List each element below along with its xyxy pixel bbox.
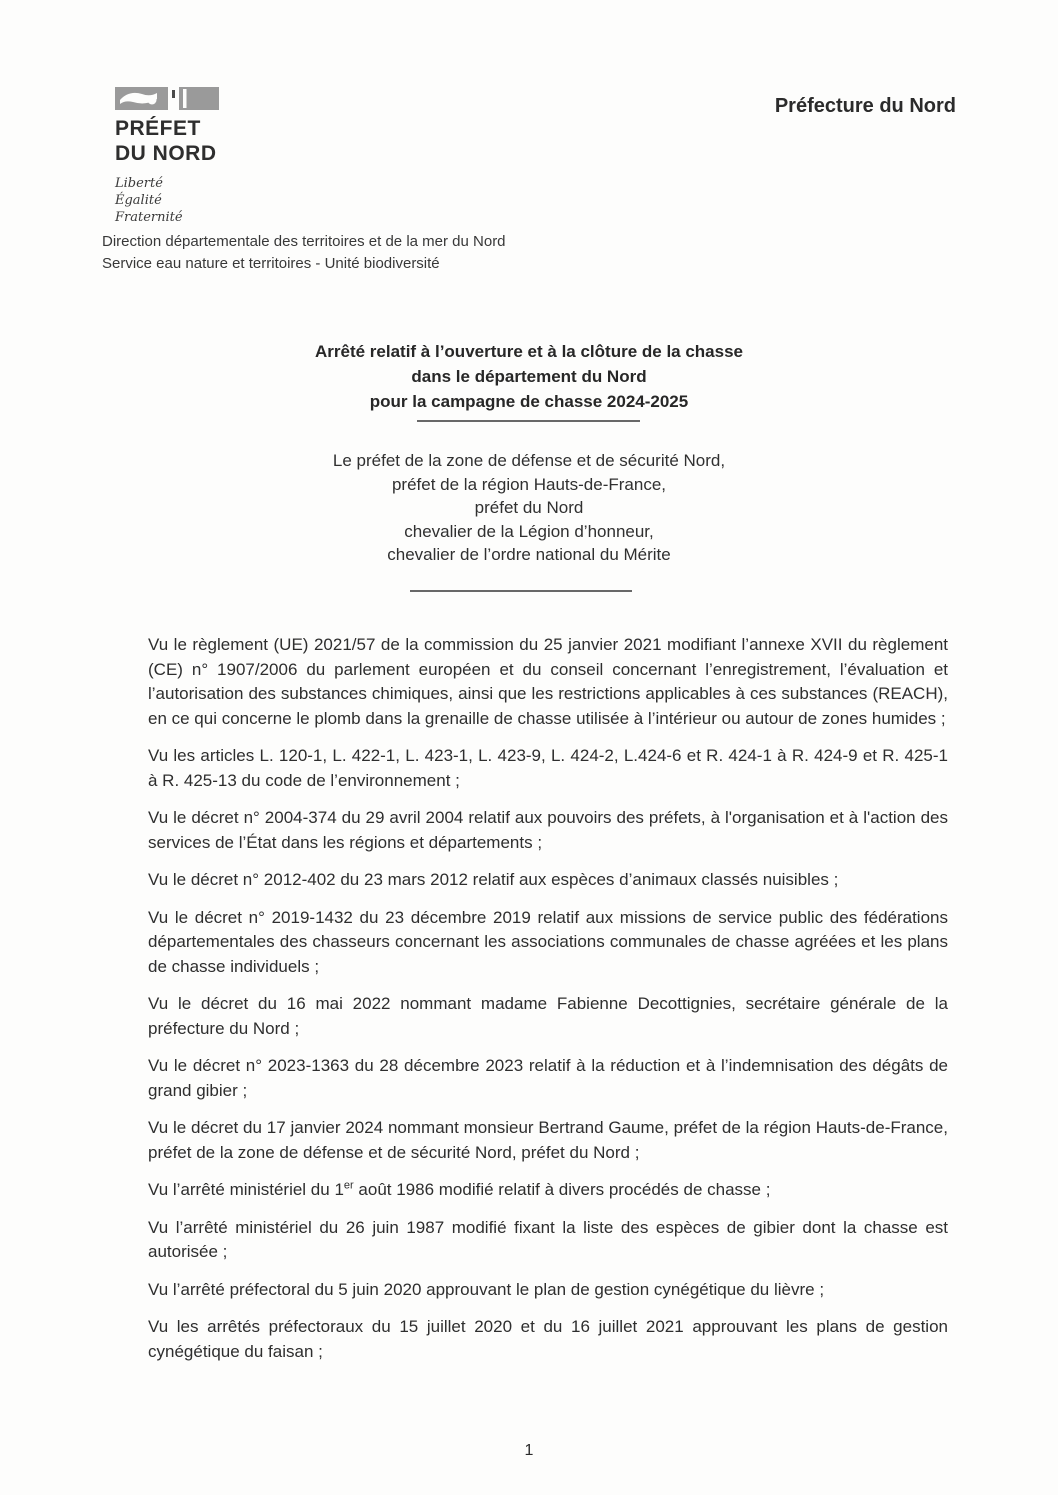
page-number: 1: [524, 1442, 534, 1459]
separator-line: [417, 420, 640, 422]
marianne-logo-icon: [115, 85, 219, 112]
body-paragraph: Vu les arrêtés préfectoraux du 15 juillet 2020 et du 16 juillet 2021 approuvant les plans de gestion cynégétique du faisan ;: [148, 1317, 948, 1361]
body-paragraph: Vu le règlement (UE) 2021/57 de la commission du 25 janvier 2021 modifiant l’annexe XVII du règlement (CE) n° 1907/2006 du parlement européen et du conseil concernant l’enregistrement, l’évaluation et l’autorisation des substances chimiques, ainsi que les restrictions applicables à ces substances (REACH), en ce qui concerne le plomb dans la grenaille de chasse utilisée à l’intérieur ou autour de zones humides ;: [148, 635, 948, 728]
issuing-service: [102, 231, 506, 274]
authority-line: chevalier de la Légion d’honneur,: [404, 521, 654, 541]
body-paragraph: Vu les articles L. 120-1, L. 422-1, L. 423-1, L. 423-9, L. 424-2, L.424-6 et R. 424-1 à R. 424-9 et R. 425-1 à R. 425-13 du code de l’environnement ;: [148, 746, 948, 790]
national-logo: [115, 85, 219, 226]
logo-prefet-line: PRÉFET: [115, 117, 201, 140]
body-paragraph: Vu le décret n° 2004-374 du 29 avril 2004 relatif aux pouvoirs des préfets, à l'organisation et à l'action des services de l’État dans les régions et départements ;: [148, 808, 948, 852]
authority-line: préfet du Nord: [474, 498, 584, 517]
motto-line: Fraternité: [115, 210, 183, 225]
body-paragraph: Vu le décret n° 2019-1432 du 23 décembre 2019 relatif aux missions de service public des fédérations départementales des chasseurs concernant les associations communales de chasse agréées et les plans de chasse individuels ;: [148, 907, 948, 976]
motto-line: Égalité: [115, 193, 162, 208]
title-line: dans le département du Nord: [411, 367, 647, 386]
body-paragraph: Vu l’arrêté ministériel du 26 juin 1987 modifié fixant la liste des espèces de gibier dont la chasse est autorisée ;: [148, 1217, 948, 1261]
title-line: Arrêté relatif à l’ouverture et à la clôture de la chasse: [314, 342, 743, 361]
body-paragraph: Vu le décret du 16 mai 2022 nommant madame Fabienne Decottignies, secrétaire générale de la préfecture du Nord ;: [148, 994, 948, 1038]
republic-motto: [115, 175, 219, 226]
motto-line: Liberté: [115, 176, 163, 191]
body-paragraph: Vu le décret du 17 janvier 2024 nommant monsieur Bertrand Gaume, préfet de la région Hauts-de-France, préfet de la zone de défense et de sécurité Nord, préfet du Nord ;: [148, 1118, 948, 1162]
body-paragraph: Vu l’arrêté ministériel du 1er août 1986 modifié relatif à divers procédés de chasse ;: [148, 1179, 771, 1199]
authority-block: [0, 449, 1058, 567]
body-paragraph: Vu l’arrêté préfectoral du 5 juin 2020 approuvant le plan de gestion cynégétique du lièvre ;: [148, 1279, 825, 1299]
body-paragraphs: [148, 633, 948, 1364]
authority-line: chevalier de l’ordre national du Mérite: [387, 545, 671, 564]
body-paragraph: Vu le décret n° 2023-1363 du 28 décembre 2023 relatif à la réduction et à l’indemnisation des dégâts de grand gibier ;: [148, 1056, 948, 1100]
title-line: pour la campagne de chasse 2024-2025: [369, 392, 689, 411]
authority-line: préfet de la région Hauts-de-France,: [391, 474, 667, 494]
direction-line: Direction départementale des territoires et de la mer du Nord: [102, 233, 506, 250]
body-paragraph: Vu le décret n° 2012-402 du 23 mars 2012 relatif aux espèces d’animaux classés nuisibles ;: [148, 870, 839, 889]
separator-line: [410, 590, 632, 592]
prefecture-corner-title: Préfecture du Nord: [774, 95, 956, 117]
service-line: Service eau nature et territoires - Unité biodiversité: [102, 254, 440, 272]
document-title: [0, 339, 1058, 414]
authority-line: Le préfet de la zone de défense et de sécurité Nord,: [332, 451, 726, 470]
logo-dunord-line: DU NORD: [115, 142, 217, 165]
